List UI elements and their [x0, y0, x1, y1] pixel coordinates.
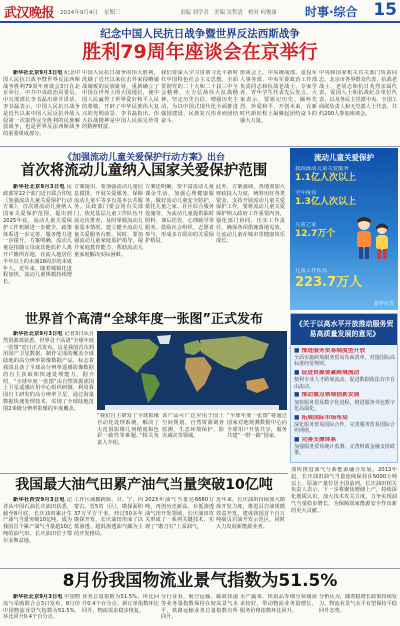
story2-column: 此外，方案强调，各地要加大财政投入力度，统筹用好各类资金，支持开展流动儿童关爱保护工作。要将流动儿童关爱保护纳入政府工作重要内容，强化部门协同，压实工作责任，确保各项措施落地见效，让流动儿童在城市里健康快乐成长。	[216, 184, 285, 245]
stat-value: 1.3亿人次以上	[295, 197, 356, 207]
item-text: 加强服务贸易统计监测，完善财政金融支持政策。	[294, 444, 395, 457]
story5-column: 分行业看，航空运输、邮政快递等业务量指数保持在较高景气水平，铁路运输业务总量指数有所回升。	[161, 594, 238, 621]
story5-column: 分析认为，随着稳增长政策持续发力，物流业景气水平有望保持平稳回升态势。	[319, 594, 397, 614]
issue-date: 2024年9月4日 星期三	[60, 10, 121, 16]
stat-value: 1.1亿人次以上	[295, 173, 356, 183]
stat-label: 儿童之家	[295, 222, 317, 228]
masthead-rule	[0, 21, 400, 23]
story3-column: “全球年度一张图”将通过国家对地观测数据中心向全球用户开放共享，服务共建“一带一路”国家。	[227, 413, 287, 440]
list-item	[294, 415, 395, 435]
story2-kicker: 《加强流动儿童关爱保护行动方案》出台	[62, 153, 225, 163]
story5-column	[3, 594, 80, 625]
section-title: 时事·综合	[305, 5, 358, 19]
list-item	[294, 437, 395, 457]
story4-headline: 我国最大油气田累产油气当量突破10亿吨	[15, 477, 273, 493]
infographic2-list	[294, 348, 395, 461]
item-heading: ■ 完善支撑体系	[294, 437, 395, 444]
section-divider	[0, 568, 400, 569]
list-item	[294, 348, 395, 368]
story4-column: 加快推进油气与新能源融合发展。2013年起，长庆油田油气当量连续保持在5000万吨以上，原油产量位居全国前列。长庆油田相关负责人表示，下一步将聚焦增储上产，持续深化地质认识，加大技术攻关力度，力争实现油气当量稳步增长，为保障国家能源安全作出新的更大贡献。	[291, 467, 397, 514]
story1-dateline: 新华社北京9月3日电	[13, 70, 63, 76]
children-illustration	[352, 214, 394, 262]
story1-column: 中国人民抗日战争的伟大胜利，洗刷了近代以来抗击外来侵略屡战屡败的民族耻辱，重新确立了中国在世界上的大国地位，使中国人民赢得了世界爱好和平人民的尊敬，开辟了中华民族伟大复兴的光明前景。李书磊指出，伟大抗战精神是中国人民弥足珍贵的精神财富。	[82, 70, 159, 131]
story4-column: 工作区域横跨陕、甘、宁、内蒙古、晋5省（区），勘探面积37万平方千米。经过50多年勘探开发，长庆油田形成了以低渗透、超低渗透油气藏为主的开发格局。	[74, 497, 143, 537]
list-item	[294, 392, 395, 412]
infographic2-header	[291, 314, 398, 345]
story2-dateline: 新华社北京9月3日电	[13, 184, 65, 190]
infographic1-stat	[295, 166, 393, 184]
story3-column: 该产品可广泛应用于国土空间规划、自然资源调查监测、生态环境保护、防灾减灾等领域。	[162, 413, 224, 440]
story5-dateline: 新华社北京9月3日电	[13, 594, 63, 600]
item-heading: ■ 促进资源要素跨境流动	[294, 370, 395, 377]
story1-column: 中央和国家机关有关部门负责同志，北京市各界群众代表，抗战老战士、老同志和抗日英烈亲属代表，爱国人士和抗战纪念单位代表，以及各民主党派中央、全国工商联负责人和无党派人士代表，共约200人参加座谈会。	[319, 70, 397, 117]
story4-text: 记者从中国石油长庆油田获悉，截至8月底，长庆油田累计生产油气当量突破10亿吨，成为我国首个累产油气当量超10亿吨的油气田。长庆油田位于鄂尔多斯盆地。	[3, 497, 72, 544]
infographic1-source: 新华社发	[373, 301, 394, 307]
stat-label: 我国流动儿童关爱服务	[295, 166, 349, 172]
story1-headline: 胜利79周年座谈会在京举行	[82, 41, 318, 63]
story4-column	[3, 497, 72, 565]
item-text: 便利专业人才跨境流动，促进数据依法有序自由流动。	[294, 377, 395, 390]
story2-headline: 首次将流动儿童纳入国家关爱保护范围	[20, 163, 268, 179]
stat-value: 223.7万人	[295, 275, 363, 290]
section-divider	[0, 146, 400, 147]
stat-label: 儿童工作队伍	[295, 268, 328, 274]
story1-column: 座谈会上，中央统战部、退役军人事务部、中央军委政治工作部负责同志和抗战老战士、专家学者、青年学生代表先后发言。大家表示，要铭记历史、缅怀先烈、珍爱和平、开创未来，在新时代新征程上凝聚起团结奋斗的强大力量。	[240, 70, 317, 124]
item-heading: ■ 推动重点领域创新发展	[294, 392, 395, 399]
list-item	[294, 370, 395, 390]
story5-headline: 8月份我国物流业景气指数为51.5%	[62, 571, 338, 591]
story4-column: 2023年油气当量达6680万吨，再创历史新高。在低渗透油气田开发领域，长庆油田攻关形成了一系列关键技术，实现了“磨刀石”上采油气。	[145, 497, 214, 531]
item-text: 全面实施跨境服务贸易负面清单，对接国际高标准经贸规则。	[294, 355, 395, 368]
newspaper-logo: 武汉晚报	[4, 6, 55, 21]
story3-headline: 世界首个高清“全球年度一张图”正式发布	[24, 312, 264, 327]
story2-column: 方案还明确，要丰富流动儿童课余生活，加强心理健康服务，做好流动儿童安全防护，依托儿童之家、社区综合服务设施等，为流动儿童提供临时照料、课后托管、心理疏导等服务。鼓励社会组织、志愿者参与，形成多方联动的关爱保护格局。	[145, 184, 214, 245]
story3-column	[3, 331, 94, 471]
item-text: 深化服务贸易国际合作，完善服务贸易国际合作网络。	[294, 421, 395, 435]
story5-column: 业务总量指数为51.5%，环比回升0.4个百分点；新订单指数环比回升，物流需求稳步恢复。	[82, 594, 159, 614]
infographic1-title: 流动儿童关爱保护	[314, 153, 374, 162]
story5-text: 中国物流与采购联合会3日发布，8月份中国物流业景气指数为51.5%，环比回升0.4个百分点。	[3, 594, 80, 621]
story1-column	[3, 70, 80, 144]
item-heading: ■ 推进服务贸易制度型开放	[294, 348, 395, 355]
story4-dateline: 新华社西安9月3日电	[13, 497, 65, 503]
stat-label: 全年接待	[295, 190, 317, 196]
item-text: 加快服务贸易数字化进程，推进服务外包数字化高端化。	[294, 399, 395, 412]
world-map-image	[97, 331, 287, 410]
story2-column	[3, 184, 72, 304]
page-number: 15	[373, 0, 397, 20]
story1-text: 纪念中国人民抗日战争暨世界反法西斯战争胜利79周年座谈会3日在北京举行。中共中央政治局委员、中宣部部长李书磊出席并讲话。李书磊表示，中国人民抗日战争是近代以来中国人民反抗外敌入侵第一次取得完全胜利的民族解放战争，也是世界反法西斯战争的重要组成部分。	[3, 70, 80, 138]
story3-dateline: 新华社北京9月3日电	[13, 331, 63, 337]
story1-kicker: 纪念中国人民抗日战争暨世界反法西斯战争	[100, 28, 300, 40]
service-trade-infographic	[290, 313, 398, 463]
stat-value: 12.7万个	[295, 229, 336, 239]
story5-column: 水产蔬菜、快消品等细分领域需求较好，带动物流业务量增长，服务价格指数环比回升。	[240, 594, 317, 614]
infographic1-stat	[295, 222, 351, 240]
story3-column: “我们自主研发了全球影像自动化处理系统，解决了大范围影像几何精度和色彩一致性等难题。”相关负责人介绍。	[97, 413, 159, 447]
story2-column: 方案提出，要加强流动儿童信息摸排，开展关爱服务，保障流动儿童平等享有基本公共服务。民政部门要会同有关部门，依托基层儿童工作队伍开展走访排查，及时掌握流动儿童基本情况，建立健全流动儿童关爱服务台账。同时，要加强流动儿童家庭监护指导，提升家庭教育能力，帮助流动儿童家庭解决实际困难。	[74, 184, 143, 258]
infographic2-title: 《关于以高水平开放推动服务贸易高质量发展的意见》	[295, 320, 394, 338]
infographic1-stat	[295, 268, 393, 290]
section-divider	[0, 473, 288, 474]
story4-column: 近年来，长庆油田持续加大勘探开发力度，推进页岩油规模效益开发，建成我国首个百万吨级页岩油开发示范区，同时大力发展新能源业务。	[216, 497, 285, 531]
item-heading: ■ 拓展国际市场布局	[294, 415, 395, 422]
story1-column: 我们要深入学习贯彻习近平新时代中国特色社会主义思想，全面贯彻党的二十大和二十届三中全会精神，大力弘扬伟大抗战精神，坚定历史自信、增强历史主动，为以中国式现代化全面推进强国建设、民族复兴伟业而团结奋斗。	[161, 70, 238, 124]
migrant-children-infographic	[290, 148, 398, 310]
story3-text: 记者3日从自然资源部获悉，世界首个高清“全球年度一张图”近日正式发布。这是我国首次利用国产卫星数据，制作完成的覆盖全球陆地的高分辨率影像数据产品，标志着我国具备了全球高分辨率遥感影像数据的自主获取和快速处理能力。据介绍，“全球年度一张图”由自然资源部国土卫星遥感应用中心组织研制，利用我国自主研发的高分辨率卫星，通过海量数据快速处理技术，实现了全球陆地范围2米级分辨率影像的年度覆盖。	[3, 331, 94, 412]
infographic1-stat	[295, 190, 393, 208]
story2-text: 民政部等22个部门近日联合印发《加强流动儿童关爱保护行动方案》，首次将流动儿童纳入国家关爱保护范围，提出到2025年底，流动儿童关爱保护工作机制进一步健全，政策体系进一步完善，服务能力进一步提升。方案明确，流动儿童是指随父母或其他监护人离开户籍所在地，在流入地居住半年以上的未满18周岁的未成年人。近年来，随着城镇化进程加快，流动儿童规模持续增长。	[3, 184, 72, 286]
editor-credits: 责编 刘学君 美编 吴哲清 校对 何俊康	[180, 10, 277, 16]
continent-antarctica	[105, 405, 279, 410]
